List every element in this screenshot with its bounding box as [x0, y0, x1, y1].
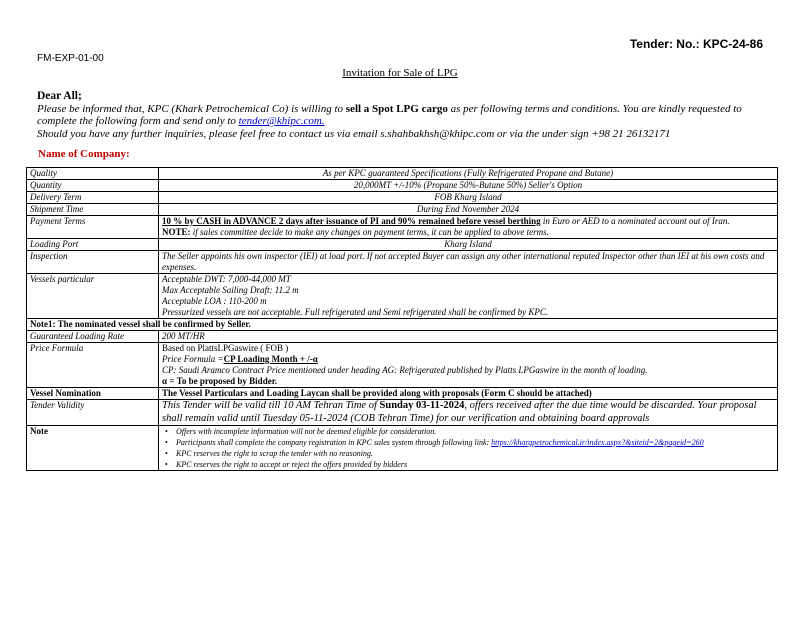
- price-alpha: α = To be proposed by Bidder.: [162, 376, 278, 386]
- table-row-loading-port: [27, 239, 778, 251]
- row-value: [159, 400, 778, 426]
- vessel-loa: Acceptable LOA : 110-200 m: [162, 296, 267, 306]
- vessel-pressurized-note: Pressurized vessels are not acceptable. Full refrigerated and Semi refrigerated shall be confirmed by KPC.: [162, 307, 549, 317]
- row-value: 20,000MT +/-10% (Propane 50%-Butane 50%) Seller's Option: [159, 180, 778, 192]
- greeting: Dear All;: [37, 90, 82, 102]
- list-item: [176, 437, 774, 448]
- payment-note-label: NOTE:: [162, 227, 191, 237]
- vessel-draft: Max Acceptable Sailing Draft: 11.2 m: [162, 285, 299, 295]
- table-row-price: [27, 343, 778, 388]
- intro-letter: [37, 90, 767, 140]
- price-formula-label: Price Formula =: [162, 354, 224, 364]
- row-label: Delivery Term: [27, 192, 159, 204]
- intro-bold-cargo: sell a Spot LPG cargo: [345, 102, 448, 115]
- table-row-note: [27, 426, 778, 471]
- form-code: FM-EXP-01-00: [37, 53, 104, 64]
- row-value: [159, 426, 778, 471]
- row-label: Note: [27, 426, 159, 471]
- table-row-nomination: [27, 388, 778, 400]
- terms-table: [26, 167, 778, 471]
- payment-note-text: if sales committee decide to make any changes on payment terms, it can be applied to above terms.: [190, 227, 549, 237]
- row-value: The Seller appoints his own inspector (IEI) at load port. If not accepted Buyer can assign any other international reputed Inspector other than IEI at his own costs and expenses.: [159, 251, 778, 274]
- vessel-dwt: Acceptable DWT: 7,000-44,000 MT: [162, 274, 291, 284]
- table-row-note1: [27, 319, 778, 331]
- row-label: Payment Terms: [27, 216, 159, 239]
- note-list: [162, 426, 774, 470]
- row-label: Inspection: [27, 251, 159, 274]
- row-value: During End November 2024: [159, 204, 778, 216]
- row-label: Quality: [27, 168, 159, 180]
- table-row-inspection: [27, 251, 778, 274]
- price-formula: CP Loading Month + /-α: [223, 354, 318, 364]
- table-row-validity: [27, 400, 778, 426]
- row-value: As per KPC guaranteed Specifications (Fully Refrigerated Propane and Butane): [159, 168, 778, 180]
- payment-terms-bold: 10 % by CASH in ADVANCE 2 days after issuance of PI and 90% remained before vessel berthing: [162, 216, 541, 226]
- row-label: Vessel Nomination: [27, 388, 159, 400]
- list-item: • Offers with incomplete information will not be deemed eligible for consideration.: [176, 426, 774, 437]
- document-title: Invitation for Sale of LPG: [342, 67, 458, 79]
- registration-link[interactable]: https://khargpetrochemical.ir/index.aspx?&siteid=2&pageid=260: [491, 438, 704, 447]
- company-name-label: Name of Company:: [38, 148, 130, 160]
- table-row-payment: [27, 216, 778, 239]
- row-value: The Vessel Particulars and Loading Laycan shall be provided along with proposals (Form C should be attached): [159, 388, 778, 400]
- row-value: [159, 343, 778, 388]
- table-row-shipment: [27, 204, 778, 216]
- row-value: 200 MT/HR: [159, 331, 778, 343]
- list-item: • KPC reserves the right to scrap the tender with no reasoning.: [176, 448, 774, 459]
- tender-email-link[interactable]: tender@khipc.com.: [238, 115, 325, 128]
- price-basis: Based on PlattsLPGaswire ( FOB ): [162, 343, 289, 353]
- row-label: Price Formula: [27, 343, 159, 388]
- intro-text-a: Please be informed that, KPC (Khark Petrochemical Co) is willing to: [37, 102, 346, 115]
- row-label: Quantity: [27, 180, 159, 192]
- row-value: Kharg Island: [159, 239, 778, 251]
- table-row-vessels: [27, 274, 778, 319]
- validity-text-a: This Tender will be valid till 10 AM Tehran Time of: [162, 400, 380, 411]
- row-label: Vessels particular: [27, 274, 159, 319]
- table-row-loading-rate: [27, 331, 778, 343]
- row-label: Tender Validity: [27, 400, 159, 426]
- price-cp-definition: CP: Saudi Aramco Contract Price mentioned under heading AG: Refrigerated published by Platts LPGaswire in the month of loading.: [162, 365, 648, 375]
- row-label: Loading Port: [27, 239, 159, 251]
- list-item: • KPC reserves the right to accept or reject the offers provided by bidders: [176, 459, 774, 470]
- intro-text-c: as per following terms and conditions. You are kindly requested to complete the following form and send only to: [37, 102, 742, 128]
- registration-text: Participants shall complete the company registration in KPC sales system through following link:: [176, 438, 492, 447]
- tender-number: Tender: No.: KPC-24-86: [629, 37, 763, 51]
- validity-text-c: , offers received after the due time would be discarded. Your proposal shall remain valid until Tuesday 05-11-2024 (COB Tehran Time) for our verification and obtaining board approvals: [162, 400, 757, 424]
- table-row-delivery: [27, 192, 778, 204]
- contact-paragraph: Should you have any further inquiries, please feel free to contact us via email s.shahbakhsh@khipc.com or via the under sign +98 21 26132171: [37, 127, 671, 140]
- table-row-quality: [27, 168, 778, 180]
- intro-paragraph: [37, 103, 767, 128]
- row-value: FOB Kharg Island: [159, 192, 778, 204]
- row-value: [159, 274, 778, 319]
- validity-date: Sunday 03-11-2024: [379, 400, 465, 411]
- row-label: Shipment Time: [27, 204, 159, 216]
- row-label: Guaranteed Loading Rate: [27, 331, 159, 343]
- payment-terms-rest: in Euro or AED to a nominated account out of Iran.: [540, 216, 730, 226]
- table-row-quantity: [27, 180, 778, 192]
- row-value: [159, 216, 778, 239]
- note1-text: Note1: The nominated vessel shall be confirmed by Seller.: [27, 319, 778, 331]
